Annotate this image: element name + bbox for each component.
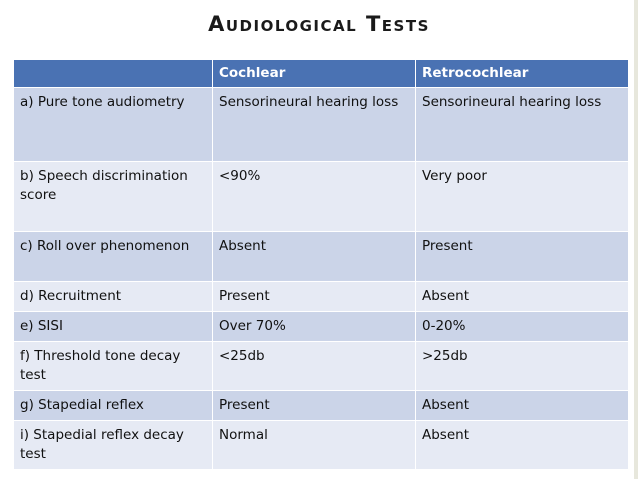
table-row	[14, 312, 629, 342]
header-cochlear: Cochlear	[213, 60, 416, 88]
cochlear-value: Sensorineural hearing loss	[213, 88, 416, 162]
header-retrocochlear: Retrocochlear	[416, 60, 629, 88]
retrocochlear-value: Sensorineural hearing loss	[416, 88, 629, 162]
table-row	[14, 342, 629, 391]
retrocochlear-value: Absent	[416, 282, 629, 312]
test-name: e) SISI	[14, 312, 213, 342]
test-name: g) Stapedial reflex	[14, 391, 213, 421]
cochlear-value: Present	[213, 282, 416, 312]
table-row	[14, 232, 629, 282]
table-row	[14, 162, 629, 232]
retrocochlear-value: Absent	[416, 391, 629, 421]
test-name: b) Speech discrimination score	[14, 162, 213, 232]
retrocochlear-value: Absent	[416, 421, 629, 470]
test-name: d) Recruitment	[14, 282, 213, 312]
cochlear-value: Present	[213, 391, 416, 421]
test-name: i) Stapedial reflex decay test	[14, 421, 213, 470]
header-test	[14, 60, 213, 88]
test-name: a) Pure tone audiometry	[14, 88, 213, 162]
cochlear-value: Over 70%	[213, 312, 416, 342]
retrocochlear-value: Present	[416, 232, 629, 282]
table-header-row	[14, 60, 629, 88]
table-row	[14, 88, 629, 162]
cochlear-value: Normal	[213, 421, 416, 470]
table-row	[14, 282, 629, 312]
cochlear-value: <25db	[213, 342, 416, 391]
cochlear-value: Absent	[213, 232, 416, 282]
audiological-tests-table	[13, 59, 629, 470]
test-name: f) Threshold tone decay test	[14, 342, 213, 391]
retrocochlear-value: Very poor	[416, 162, 629, 232]
test-name: c) Roll over phenomenon	[14, 232, 213, 282]
table-row	[14, 421, 629, 470]
retrocochlear-value: >25db	[416, 342, 629, 391]
slide-edge	[634, 0, 638, 479]
retrocochlear-value: 0-20%	[416, 312, 629, 342]
page-title: Audiological Tests	[208, 12, 430, 36]
table-row	[14, 391, 629, 421]
cochlear-value: <90%	[213, 162, 416, 232]
